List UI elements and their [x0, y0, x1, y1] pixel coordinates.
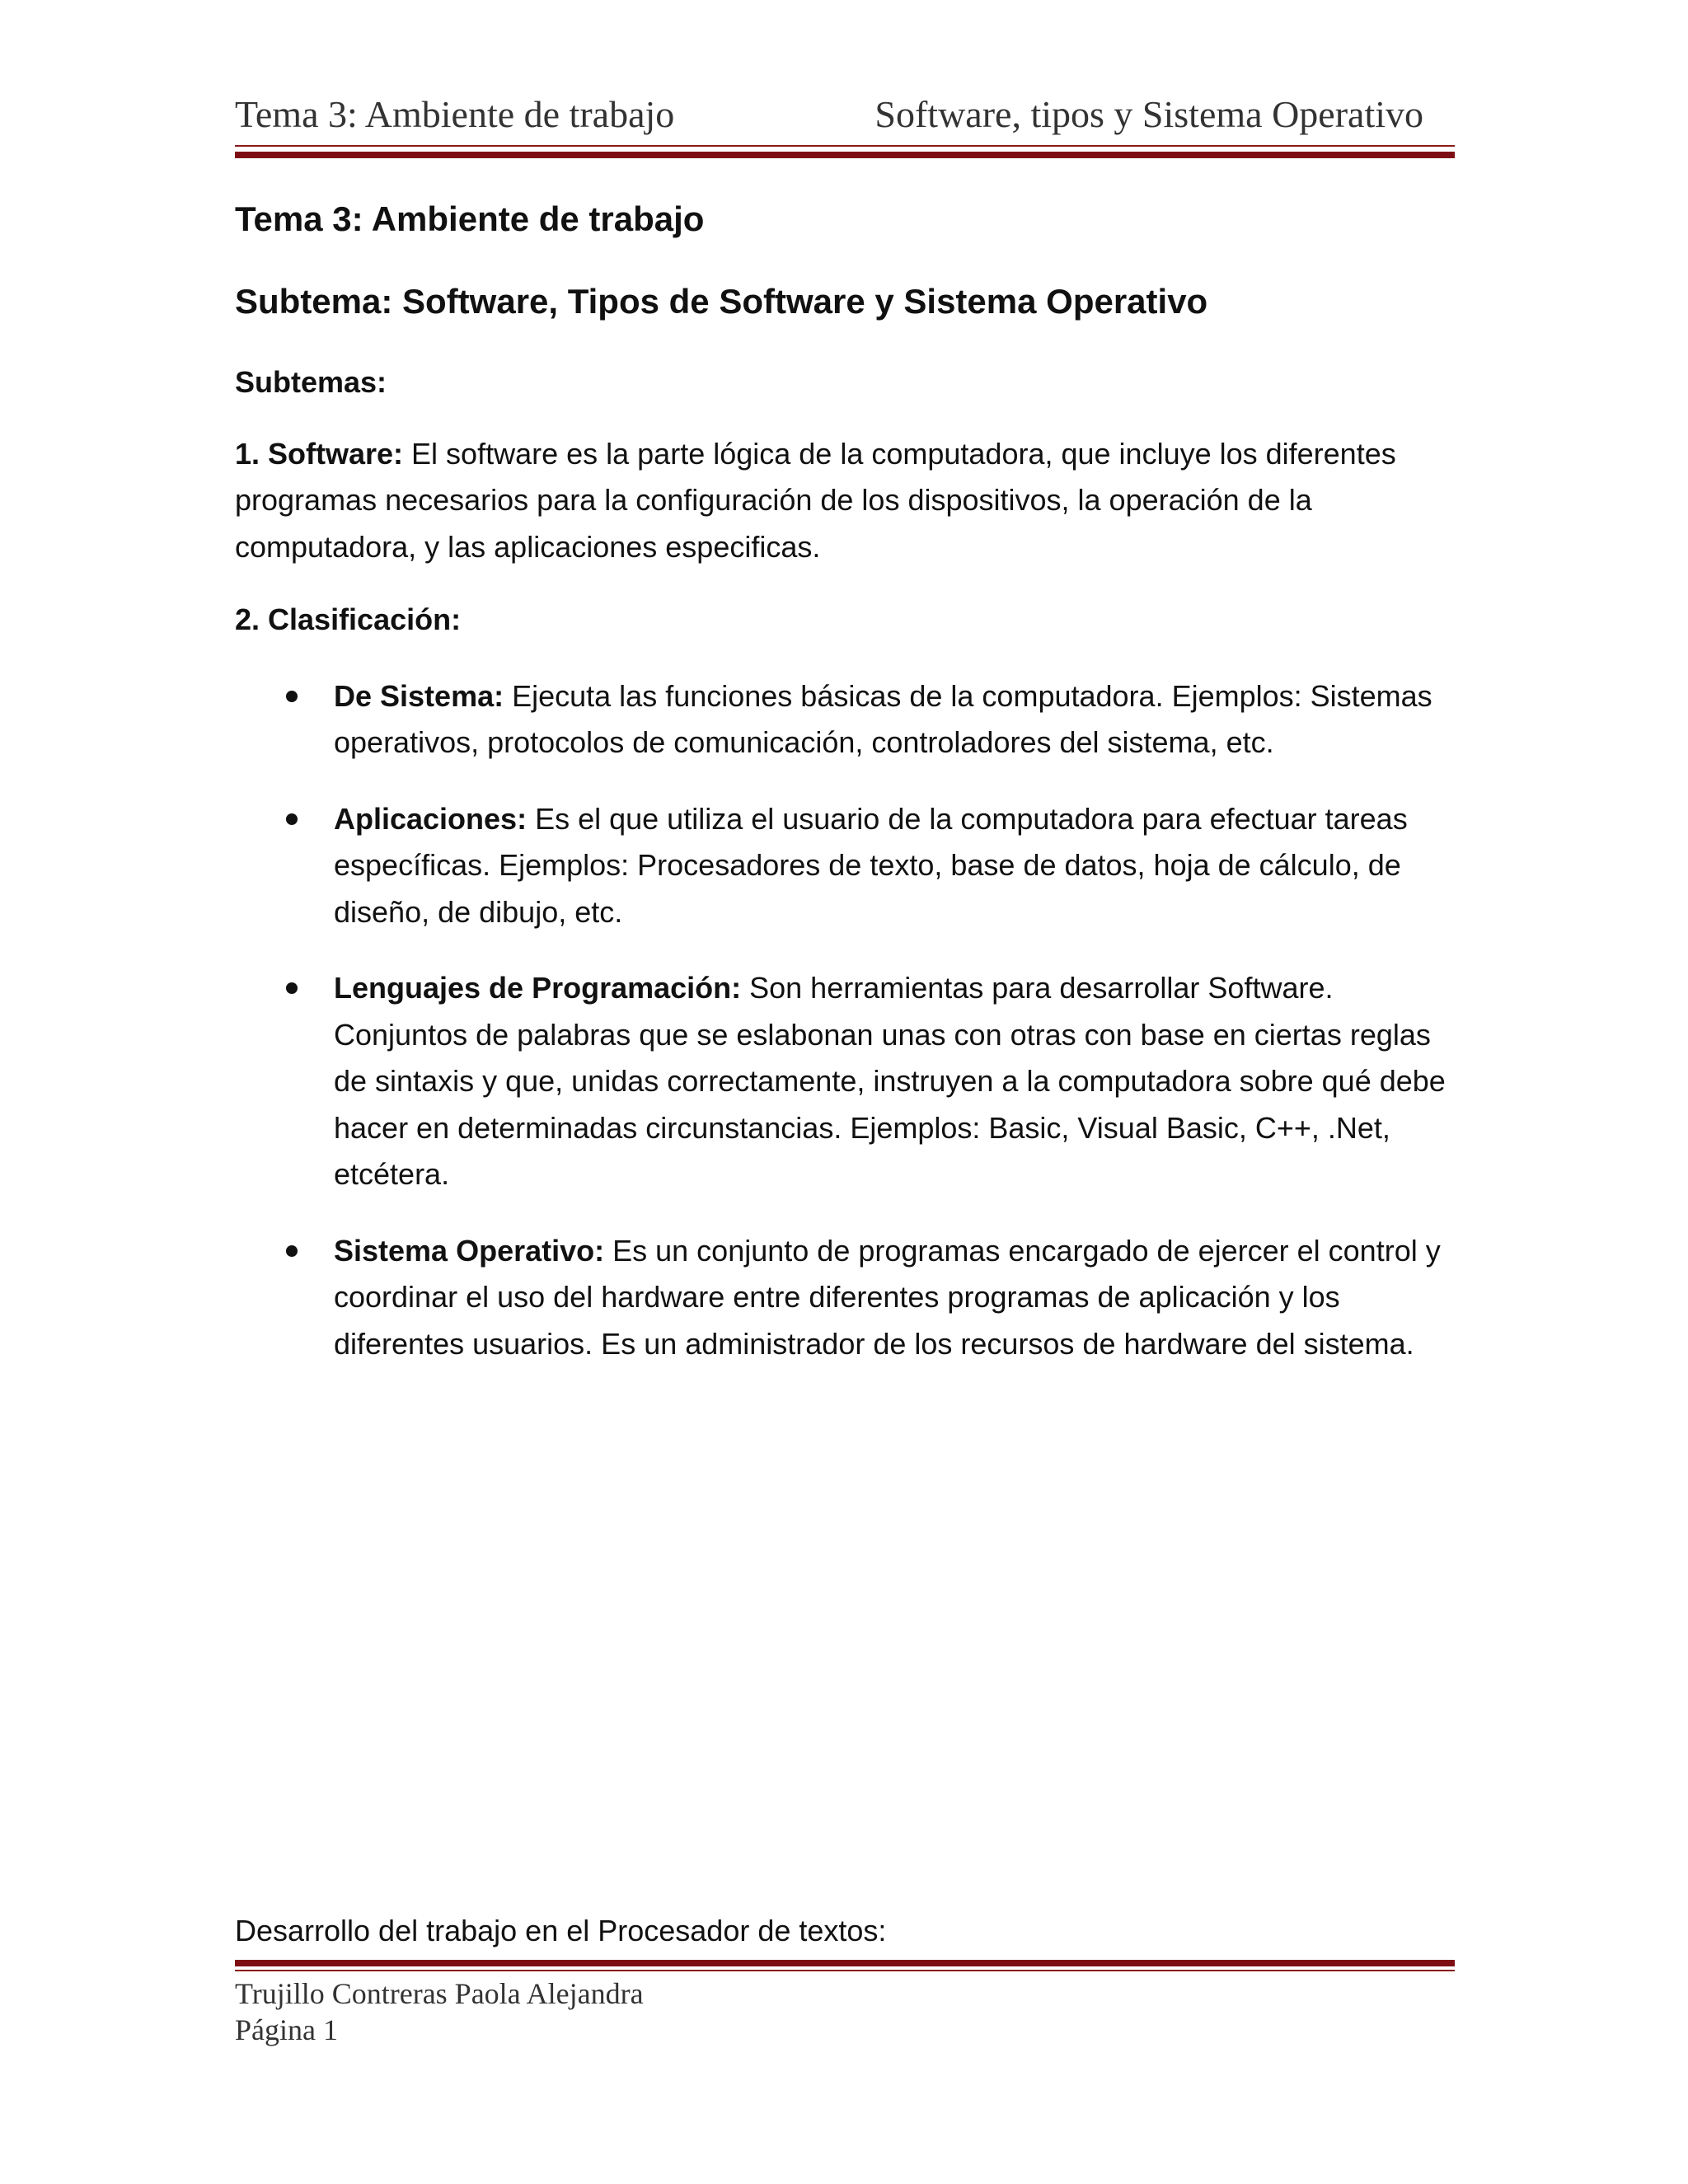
clasificacion-label: 2. Clasificación:	[235, 602, 462, 636]
header-thick-rule	[235, 152, 1455, 158]
list-item	[235, 1228, 1471, 1368]
bullet-icon	[286, 691, 298, 702]
footer-page-number: Página 1	[235, 2013, 338, 2046]
bullet-icon	[286, 813, 298, 825]
item-text: Es el que utiliza el usuario de la computadora para efectuar tareas específicas. Ejemplos: Procesadores de texto, base de datos, hoja de cálculo, de diseño, de dibujo, etc.	[334, 801, 1408, 929]
software-paragraph	[235, 431, 1455, 571]
subtemas-label: Subtemas:	[235, 365, 387, 399]
document-body	[235, 194, 1455, 1397]
list-item	[235, 796, 1471, 936]
footer-thick-rule	[235, 1960, 1455, 1966]
bullet-icon	[286, 1245, 298, 1257]
header-left-title: Tema 3: Ambiente de trabajo	[235, 93, 675, 135]
list-item	[235, 965, 1471, 1198]
document-subtitle: Subtema: Software, Tipos de Software y Sistema Operativo	[235, 282, 1208, 321]
clasificacion-list	[235, 673, 1455, 1368]
item-label: Lenguajes de Programación:	[334, 971, 742, 1005]
item-label: De Sistema:	[334, 678, 504, 713]
item-label: Aplicaciones:	[334, 801, 528, 836]
item-text: Es un conjunto de programas encargado de ejercer el control y coordinar el uso del hardware entre diferentes programas de aplicación y los diferentes usuarios. Es un administrador de los recursos de hardware del sistema.	[334, 1233, 1441, 1361]
footer-thin-rule	[235, 1970, 1455, 1971]
bullet-icon	[286, 982, 298, 994]
footer-label: Desarrollo del trabajo en el Procesador de textos:	[235, 1914, 887, 1947]
list-item	[235, 673, 1471, 766]
item-text: Ejecuta las funciones básicas de la computadora. Ejemplos: Sistemas operativos, protocolos de comunicación, controladores del sistema, etc.	[334, 678, 1432, 759]
footer-author: Trujillo Contreras Paola Alejandra	[235, 1977, 644, 2010]
header-right-title: Software, tipos y Sistema Operativo	[874, 93, 1423, 135]
item-text: Son herramientas para desarrollar Software. Conjuntos de palabras que se eslabonan unas con otras con base en ciertas reglas de sintaxis y que, unidas correctamente, instruyen a la computadora sobre qué debe hacer en determinadas circunstancias. Ejemplos: Basic, Visual Basic, C++, .Net, etcétera.	[334, 971, 1446, 1191]
item-label: Sistema Operativo:	[334, 1233, 605, 1268]
document-title: Tema 3: Ambiente de trabajo	[235, 199, 705, 238]
header-thin-rule	[235, 145, 1455, 147]
software-label: 1. Software:	[235, 436, 404, 471]
software-text: El software es la parte lógica de la computadora, que incluye los diferentes programas necesarios para la configuración de los dispositivos, la operación de la computadora, y las aplicaciones especificas.	[235, 436, 1396, 564]
page-header	[235, 92, 1455, 145]
